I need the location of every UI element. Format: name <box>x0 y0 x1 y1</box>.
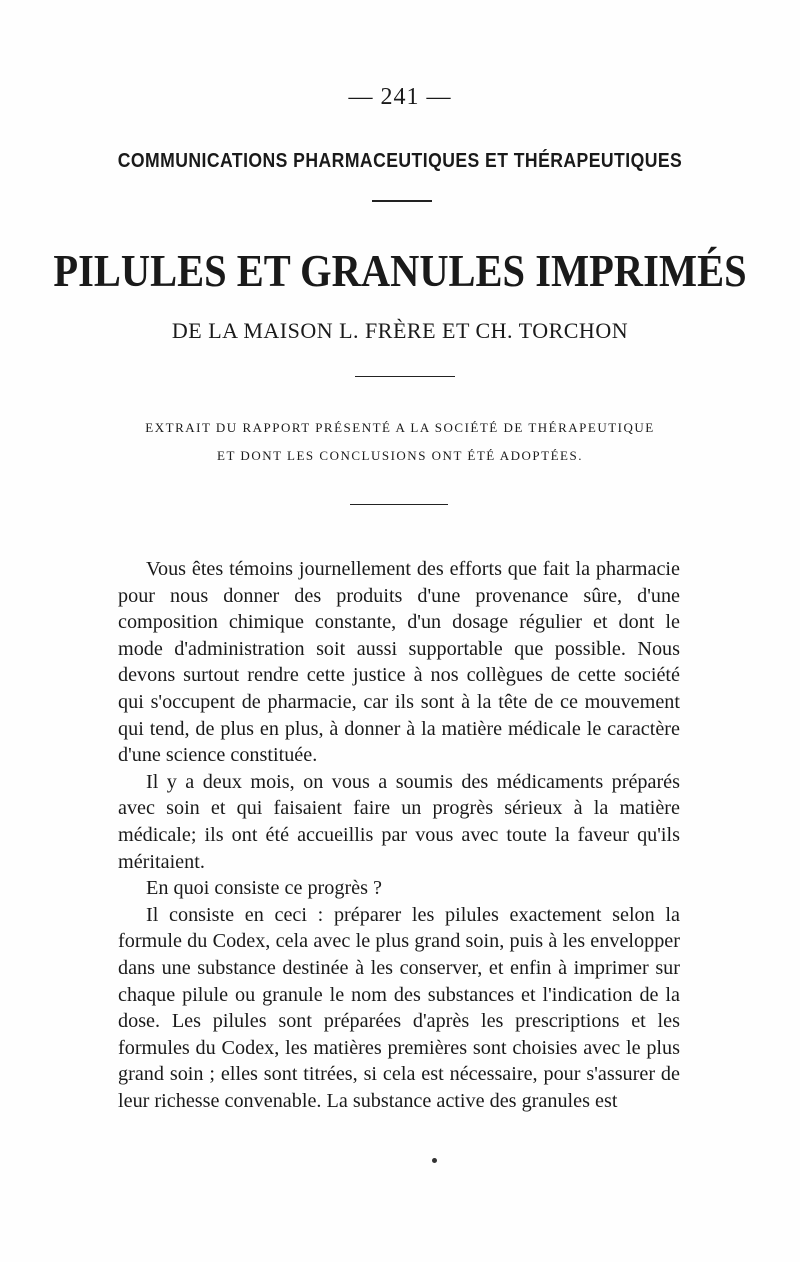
section-heading: COMMUNICATIONS PHARMACEUTIQUES ET THÉRAPEUTIQUES <box>117 150 683 172</box>
paragraph: Il y a deux mois, on vous a soumis des médicaments préparés avec soin et qui faisaient faire un progrès sérieux à la matière médicale; ils ont été accueillis par vous avec toute la faveur qu'ils méritaient. <box>118 770 680 873</box>
article-body <box>118 556 680 1114</box>
extract-note-line: ET DONT LES CONCLUSIONS ONT ÉTÉ ADOPTÉES. <box>217 448 583 463</box>
article-title: PILULES ET GRANULES IMPRIMÉS <box>53 245 747 296</box>
paragraph: Vous êtes témoins journellement des efforts que fait la pharmacie pour nous donner des produits d'une provenance sûre, d'une composition chimique constante, d'un dosage régulier et dont le mode d'administration soit aussi supportable que possible. Nous devons surtout rendre cette justice à nos collègues de cette société qui s'occupent de pharmacie, car ils sont à la tête de ce mouvement qui tend, de plus en plus, à donner à la matière médicale le caractère d'une science constituée. <box>118 558 680 767</box>
paragraph: Il consiste en ceci : préparer les pilules exactement selon la formule du Codex, cela avec le plus grand soin, puis à les envelopper dans une substance destinée à les conserver, et enfin à imprimer sur chaque pilule ou granule le nom des substances et l'indication de la dose. Les pilules sont préparées d'après les prescriptions et les formules du Codex, les matières premières sont choisies avec le plus grand soin ; elles sont titrées, si cela est nécessaire, pour s'assurer de leur richesse convenable. La substance active des granules est <box>118 903 680 1112</box>
divider-rule <box>355 376 455 377</box>
article-subtitle: DE LA MAISON L. FRÈRE ET CH. TORCHON <box>171 318 629 343</box>
paragraph: En quoi consiste ce progrès ? <box>146 877 383 900</box>
ink-speck <box>432 1158 437 1163</box>
extract-note-line: EXTRAIT DU RAPPORT PRÉSENTÉ A LA SOCIÉTÉ DE THÉRAPEUTIQUE <box>145 420 655 435</box>
divider-rule <box>350 504 448 505</box>
divider-rule <box>372 200 432 202</box>
page-number: — 241 — <box>348 84 452 110</box>
